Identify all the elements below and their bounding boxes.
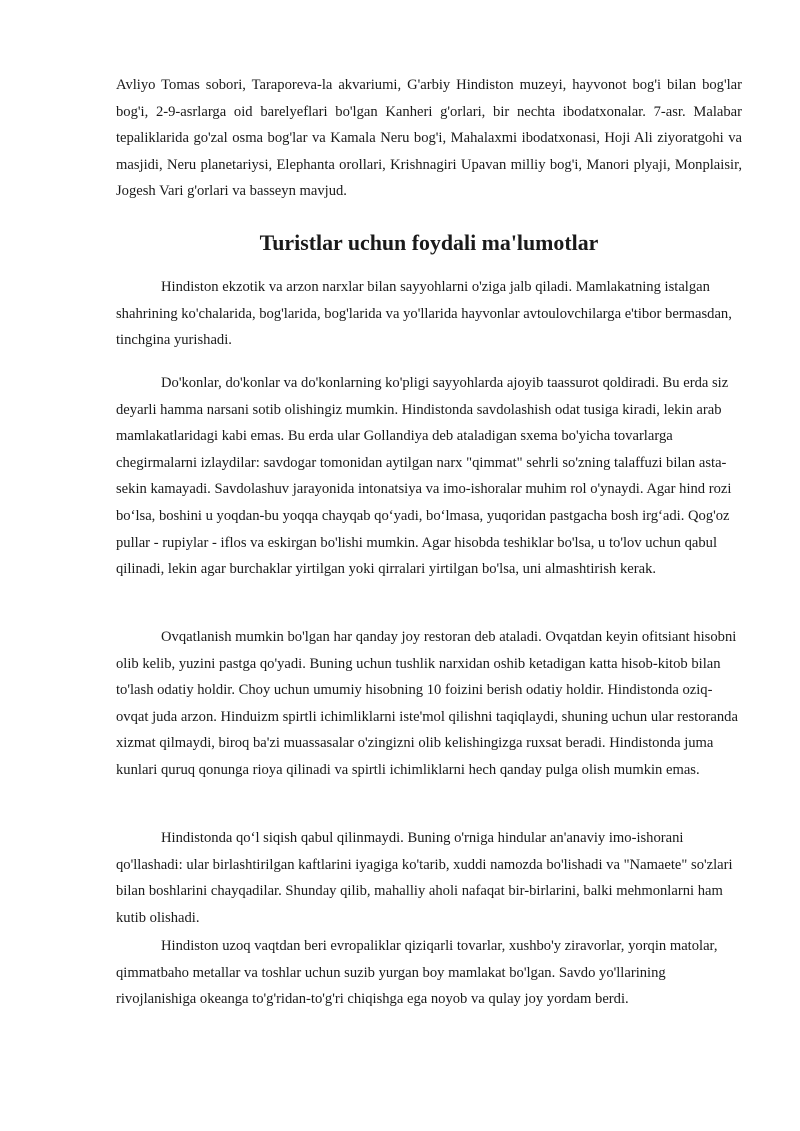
- paragraph-trade-history: Hindiston uzoq vaqtdan beri evropaliklar qiziqarli tovarlar, xushbo'y ziravorlar, yorqin matolar, qimmatbaho metallar va toshlar uchun suzib yurgan boy mamlakat bo'lgan. Savdo yo'llarining rivojlanishiga okeanga to'g'ridan-to'g'ri chiqishga ega noyob va qulay joy yordam berdi.: [116, 938, 718, 1008]
- paragraph-shopping-bargaining: Do'konlar, do'konlar va do'konlarning ko'pligi sayyohlarda ajoyib taassurot qoldiradi. Bu erda siz deyarli hamma narsani sotib olishingiz mumkin. Hindistonda savdolashish odat tusiga kiradi, lekin arab mamlakatlaridagi kabi emas. Bu erda ular Gollandiya deb ataladigan sxema bo'yicha tovarlarga chegirmalarni izlaydilar: savdogar tomonidan aytilgan narx "qimmat" sehrli so'zning talaffuzi bilan asta-sekin kamayadi. Savdolashuv jarayonida intonatsiya va imo-ishoralar muhim rol o'ynaydi. Agar hind rozi bo‘lsa, boshini u yoqdan-bu yoqqa chayqab qo‘yadi, bo‘lmasa, yuqoridan pastgacha bosh irg‘adi. Qog'oz pullar - rupiylar - iflos va eskirgan bo'lishi mumkin. Agar hisobda teshiklar bo'lsa, u to'lov uchun qabul qilinadi, lekin agar burchaklar yirtilgan yoki qirralari yirtilgan bo'lsa, uni almashtirish kerak.: [116, 375, 732, 578]
- paragraph-greetings: Hindistonda qo‘l siqish qabul qilinmaydi. Buning o'rniga hindular an'anaviy imo-ishorani qo'llashadi: ular birlashtirilgan kaftlarini iyagiga ko'tarib, xuddi namozda bo'lishadi va "Namaete" so'zlari bilan boshlarini chayqadilar. Shunday qilib, mahalliy aholi nafaqat bir-birlarini, balki mehmonlarni ham kutib olishadi.: [116, 830, 733, 926]
- paragraph-restaurants: Ovqatlanish mumkin bo'lgan har qanday joy restoran deb ataladi. Ovqatdan keyin ofitsiant hisobni olib kelib, yuzini pastga qo'yadi. Buning uchun tushlik narxidan oshib ketadigan katta hisob-kitob bilan to'lash odatiy holdir. Choy uchun umumiy hisobning 10 foizini berish odatiy holdir. Hindistonda oziq-ovqat juda arzon. Hinduizm spirtli ichimliklarni iste'mol qilishni taqiqlaydi, shuning uchun ular restoranda xizmat qilmaydi, biroq ba'zi muassasalar o'zingizni olib kelishingizga ruxsat beradi. Hindistonda juma kunlari quruq qonunga rioya qilinadi va spirtli ichimliklarni hech qanday pulga olish mumkin emas.: [116, 629, 738, 778]
- paragraph-exotic-prices: Hindiston ekzotik va arzon narxlar bilan sayyohlarni o'ziga jalb qiladi. Mamlakatning istalgan shahrining ko'chalarida, bog'larida, bog'larida va yo'llarida hayvonlar avtoulovchilarga e'tibor bermasdan, tinchgina yurishadi.: [116, 279, 732, 349]
- intro-paragraph: Avliyo Tomas sobori, Taraporeva-la akvariumi, G'arbiy Hindiston muzeyi, hayvonot bog'i bilan bog'lar bog'i, 2-9-asrlarga oid barelyeflari bo'lgan Kanheri g'orlari, bir nechta ibodatxonalar. 7-asr. Malabar tepaliklarida go'zal osma bog'lar va Kamala Neru bog'i, Mahalaxmi ibodatxonasi, Hoji Ali ziyoratgohi va masjidi, Neru planetariysi, Elephanta orollari, Krishnagiri Upavan milliy bog'i, Manori plyaji, Monplaisir, Jogesh Vari g'orlari va basseyn mavjud.: [116, 77, 742, 200]
- section-heading: Turistlar uchun foydali ma'lumotlar: [259, 230, 599, 255]
